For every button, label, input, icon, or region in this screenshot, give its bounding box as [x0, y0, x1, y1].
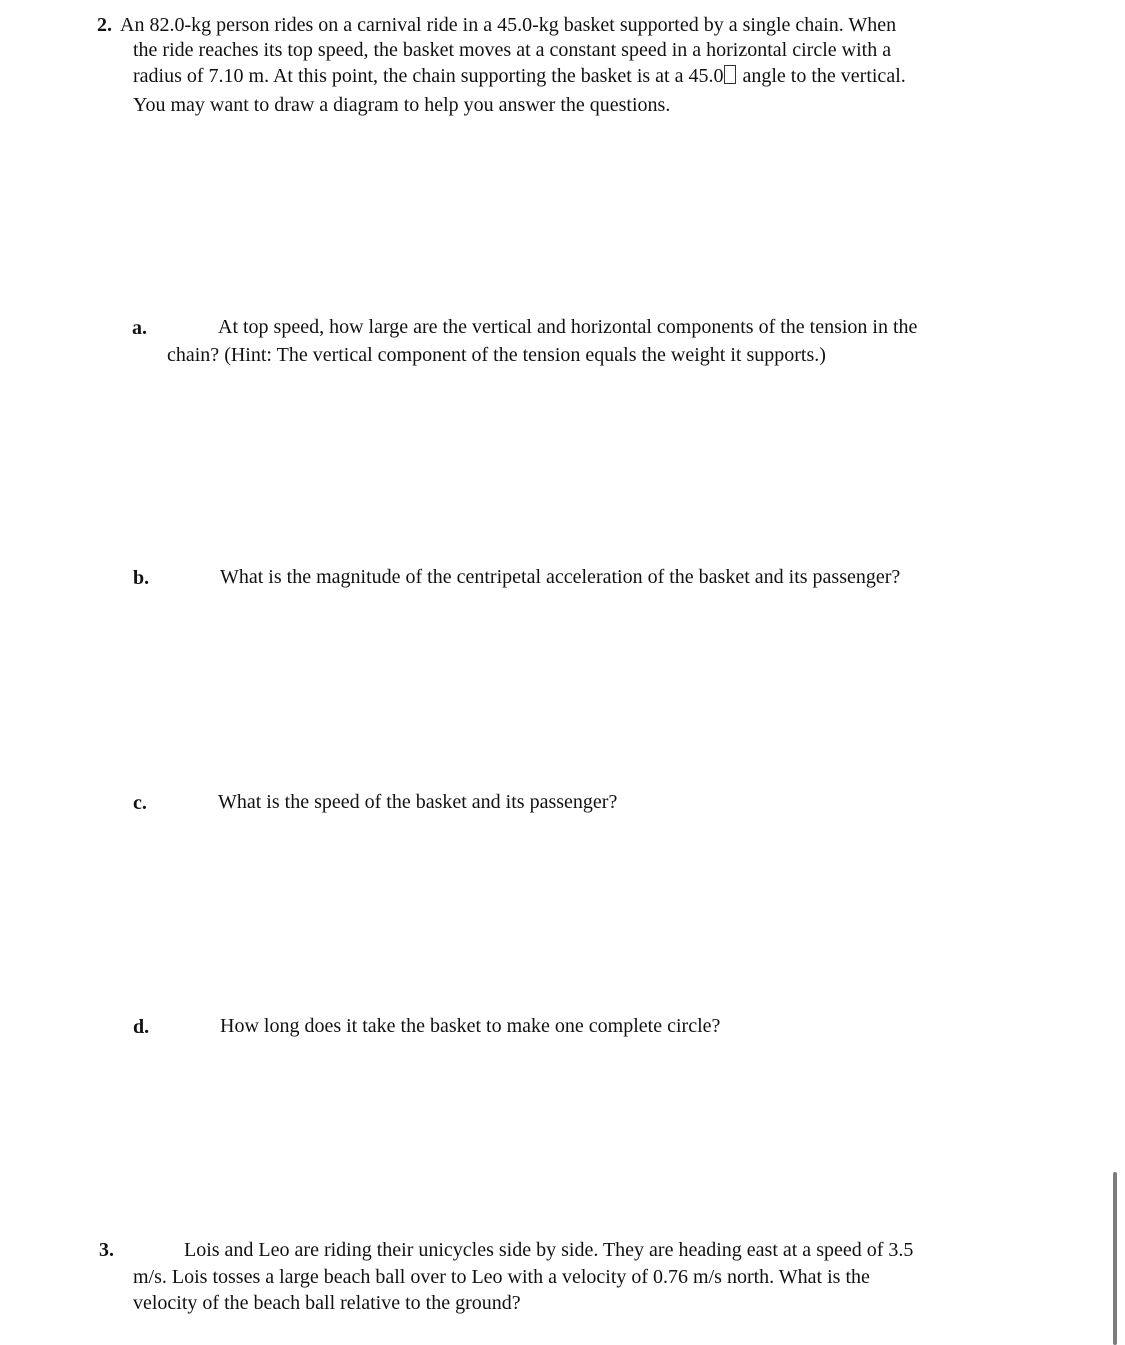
question-2-line-3 — [133, 64, 906, 89]
question-2-line-2: the ride reaches its top speed, the basket moves at a constant speed in a horizontal circle with a — [133, 39, 892, 61]
part-a-line-1: At top speed, how large are the vertical and horizontal components of the tension in the — [218, 316, 918, 338]
part-b-letter: b. — [133, 567, 150, 589]
question-2-line-3-end: angle to the vertical. — [737, 65, 906, 87]
question-2-line-4: You may want to draw a diagram to help you answer the questions. — [133, 94, 671, 116]
question-3-number: 3. — [99, 1239, 114, 1261]
part-a-letter: a. — [132, 317, 147, 339]
question-2-number: 2. — [97, 14, 112, 36]
question-3-line-1: Lois and Leo are riding their unicycles side by side. They are heading east at a speed of 3.5 — [184, 1239, 914, 1261]
question-3-line-2: m/s. Lois tosses a large beach ball over to Leo with a velocity of 0.76 m/s north. What is the — [133, 1266, 870, 1288]
part-d-letter: d. — [133, 1016, 150, 1038]
part-d-line-1: How long does it take the basket to make one complete circle? — [220, 1015, 721, 1037]
question-2-line-1: An 82.0-kg person rides on a carnival ride in a 45.0-kg basket supported by a single chain. When — [120, 14, 897, 36]
question-3-line-3: velocity of the beach ball relative to the ground? — [133, 1292, 521, 1314]
missing-glyph-box — [724, 65, 736, 84]
part-a-line-2: chain? (Hint: The vertical component of the tension equals the weight it supports.) — [167, 344, 826, 366]
part-b-line-1: What is the magnitude of the centripetal acceleration of the basket and its passenger? — [220, 566, 901, 588]
vertical-scrollbar[interactable] — [1113, 1172, 1117, 1345]
question-2-line-3-start: radius of 7.10 m. At this point, the chain supporting the basket is at a 45.0 — [133, 65, 724, 87]
part-c-line-1: What is the speed of the basket and its passenger? — [218, 791, 618, 813]
part-c-letter: c. — [133, 792, 147, 814]
